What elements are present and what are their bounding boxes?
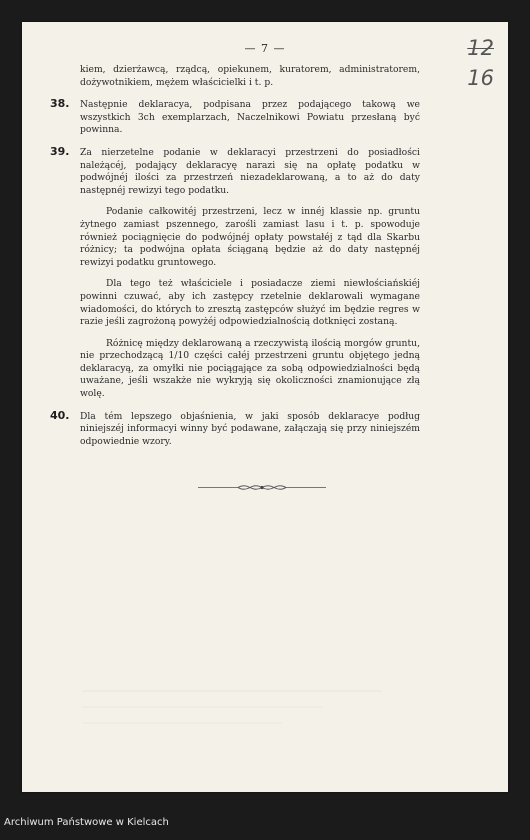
bleed-through-mark — [82, 690, 382, 692]
ornamental-divider — [198, 484, 326, 492]
section-39-paragraph-c: Dla tego też właściciele i posiadacze ziemi niewłościańskiéj powinni czuwać, aby ich zastępcy rzetelnie deklarowali wymagane wiadomości, do których to zresztą zastępców służyć im będzie regres w razie jeśli zagrożoną powyżéj odpowiedzialnością dotknięci zostaną. — [80, 278, 420, 328]
page-number: — 7 — — [244, 42, 286, 55]
section-39 — [50, 146, 420, 197]
bleed-through-mark — [82, 722, 282, 724]
divider-ornament-icon — [238, 484, 286, 491]
section-38-number: 38. — [50, 97, 70, 111]
section-39-paragraph-d: Różnicę między deklarowaną a rzeczywistą ilością morgów gruntu, nie przechodzącą 1/10 części całéj przestrzeni gruntu objętego jedną deklaracyą, za omyłki nie pociągające za sobą odpowiedzialności będą uważane, jeśli wszakże nie wykryją się okoliczności znamionujące złą wolę. — [80, 337, 420, 400]
handwritten-number-bottom: 16 — [467, 66, 494, 90]
section-39-number: 39. — [50, 144, 70, 158]
handwritten-number-top: 12 — [467, 36, 494, 60]
section-39-text: Za nierzetelne podanie w deklaracyi przestrzeni do posiadłości należącéj, podający deklaracyę narazi się na opłatę podatku w podwójnéj ilości za przestrzeń niezadeklarowaną, a to aż do daty następnéj rewizyi tego podatku. — [80, 146, 420, 196]
document-body — [50, 64, 420, 457]
section-40-text: Dla tém lepszego objaśnienia, w jaki sposób deklaracye podług niniejszéj informacyi winny być podawane, załączają się przy niniejszém odpowiednie wzory. — [80, 410, 420, 447]
archive-label: Archiwum Państwowe w Kielcach — [4, 817, 169, 828]
section-40 — [50, 410, 420, 449]
document-page — [22, 22, 508, 792]
section-39-paragraph-b: Podanie całkowitéj przestrzeni, lecz w innéj klassie np. gruntu żytnego zamiast pszennego, zarośli zamiast lasu i t. p. spowoduje również pociągnięcie do podwójnéj opłaty powstałéj z tąd dla Skarbu różnicy; ta podwójna opłata ściąganą będzie aż do daty następnéj rewizyi podatku gruntowego. — [80, 206, 420, 268]
section-38 — [50, 98, 420, 137]
bleed-through-mark — [82, 706, 322, 708]
section-38-text: Następnie deklaracya, podpisana przez podającego takową we wszystkich 3ch exemplarzach, Naczelnikowi Powiatu przesłaną być powinna. — [80, 99, 420, 136]
archive-footer — [0, 812, 530, 840]
divider-line-left — [198, 487, 238, 488]
divider-line-right — [286, 487, 326, 488]
section-40-number: 40. — [50, 408, 70, 422]
intro-paragraph: kiem, dzierżawcą, rządcą, opiekunem, kuratorem, administratorem, dożywotnikiem, mężem właścicielki i t. p. — [80, 64, 420, 88]
